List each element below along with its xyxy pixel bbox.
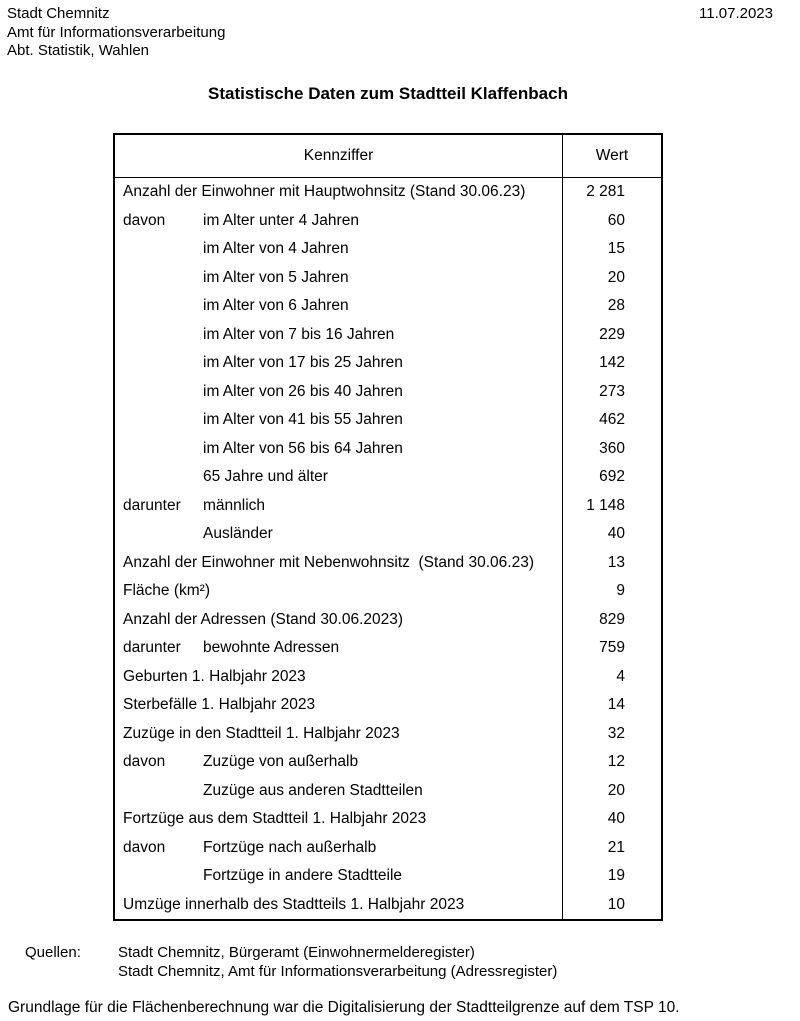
table-row [115,834,661,863]
row-value-cell: 32 [562,720,661,749]
row-value-cell: 692 [562,463,661,492]
letterhead [7,5,225,61]
row-label: Zuzüge in den Stadtteil 1. Halbjahr 2023 [123,724,400,742]
row-kennziffer-cell [115,663,562,692]
row-value-cell: 759 [562,634,661,663]
row-label: Geburten 1. Halbjahr 2023 [123,667,306,685]
row-kennziffer-cell [115,834,562,863]
row-label: im Alter von 7 bis 16 Jahren [203,325,395,343]
column-header-wert: Wert [562,135,661,177]
row-label: Ausländer [203,525,273,543]
row-label: Fläche (km²) [123,582,210,600]
row-value-cell: 60 [562,207,661,236]
row-kennziffer-cell [115,805,562,834]
row-label: im Alter von 5 Jahren [203,268,349,286]
row-kennziffer-cell [115,720,562,749]
row-value-cell: 2 281 [562,178,661,207]
table-row [115,207,661,236]
row-value-cell: 13 [562,549,661,578]
table-row [115,349,661,378]
table-row [115,549,661,578]
row-label: Sterbefälle 1. Halbjahr 2023 [123,696,316,714]
row-prefix: davon [123,838,166,856]
table-row [115,435,661,464]
row-kennziffer-cell [115,549,562,578]
table-row [115,463,661,492]
row-label: Fortzüge in andere Stadtteile [203,867,403,885]
row-kennziffer-cell [115,349,562,378]
table-row [115,663,661,692]
row-value-cell: 40 [562,805,661,834]
row-value-cell: 9 [562,577,661,606]
row-label: im Alter von 41 bis 55 Jahren [203,411,403,429]
table-row [115,777,661,806]
row-label: bewohnte Adressen [203,639,340,657]
row-value-cell: 12 [562,748,661,777]
table-row [115,520,661,549]
row-kennziffer-cell [115,264,562,293]
row-value-cell: 20 [562,264,661,293]
column-header-kennziffer: Kennziffer [303,147,374,164]
table-row [115,634,661,663]
row-label: Zuzüge aus anderen Stadtteilen [203,781,423,799]
row-value-cell: 829 [562,606,661,635]
table-row [115,862,661,891]
sources-block [25,944,557,981]
row-value-cell: 4 [562,663,661,692]
table-row [115,235,661,264]
row-kennziffer-cell [115,520,562,549]
statistics-table [113,133,663,921]
sources-label: Quellen: [25,944,81,961]
table-row [115,748,661,777]
table-row [115,492,661,521]
row-label: im Alter von 6 Jahren [203,297,349,315]
row-prefix: darunter [123,496,181,514]
row-value-cell: 15 [562,235,661,264]
table-row [115,720,661,749]
row-label: Fortzüge aus dem Stadtteil 1. Halbjahr 2023 [123,810,427,828]
row-value-cell: 462 [562,406,661,435]
letterhead-line-dept: Abt. Statistik, Wahlen [7,42,150,59]
row-value-cell: 40 [562,520,661,549]
row-kennziffer-cell [115,406,562,435]
table-row [115,264,661,293]
row-kennziffer-cell [115,577,562,606]
sources-lines [118,944,557,981]
row-label: im Alter von 56 bis 64 Jahren [203,439,403,457]
row-kennziffer-cell [115,862,562,891]
table-row [115,891,661,920]
letterhead-line-office: Amt für Informationsverarbeitung [7,23,226,41]
page-title: Statistische Daten zum Stadtteil Klaffenbach [208,84,568,103]
row-label: Zuzüge von außerhalb [203,753,359,771]
footnote: Grundlage für die Flächenberechnung war die Digitalisierung der Stadtteilgrenze auf dem TSP 10. [8,999,680,1016]
row-label: Anzahl der Einwohner mit Hauptwohnsitz (Stand 30.06.23) [123,183,526,201]
row-kennziffer-cell [115,378,562,407]
row-value-cell: 1 148 [562,492,661,521]
row-label: Umzüge innerhalb des Stadtteils 1. Halbjahr 2023 [123,895,465,913]
row-kennziffer-cell [115,606,562,635]
row-prefix: davon [123,211,166,229]
letterhead-line-org: Stadt Chemnitz [7,5,110,22]
source-line: Stadt Chemnitz, Bürgeramt (Einwohnermelderegister) [118,944,475,961]
row-value-cell: 19 [562,862,661,891]
row-label: Anzahl der Einwohner mit Nebenwohnsitz (Stand 30.06.23) [123,553,534,571]
table-row [115,406,661,435]
row-prefix: davon [123,753,166,771]
row-kennziffer-cell [115,748,562,777]
row-value-cell: 21 [562,834,661,863]
row-kennziffer-cell [115,435,562,464]
row-value-cell: 20 [562,777,661,806]
row-kennziffer-cell [115,235,562,264]
row-label: männlich [203,496,266,514]
row-label: im Alter von 17 bis 25 Jahren [203,354,403,372]
row-label: im Alter von 26 bis 40 Jahren [203,382,403,400]
table-row [115,292,661,321]
table-row [115,805,661,834]
row-value-cell: 360 [562,435,661,464]
row-value-cell: 229 [562,321,661,350]
table-row [115,321,661,350]
row-kennziffer-cell [115,777,562,806]
row-kennziffer-cell [115,321,562,350]
row-value-cell: 14 [562,691,661,720]
table-row [115,577,661,606]
row-kennziffer-cell [115,178,562,207]
row-kennziffer-cell [115,207,562,236]
row-value-cell: 273 [562,378,661,407]
row-prefix: darunter [123,639,181,657]
table-row [115,178,661,207]
row-label: Anzahl der Adressen (Stand 30.06.2023) [123,610,404,628]
row-label: Fortzüge nach außerhalb [203,838,377,856]
table-body [115,178,661,919]
table-row [115,691,661,720]
row-value-cell: 28 [562,292,661,321]
row-kennziffer-cell [115,292,562,321]
row-label: im Alter unter 4 Jahren [203,211,359,229]
row-label: 65 Jahre und älter [203,468,328,486]
row-value-cell: 10 [562,891,661,920]
row-value-cell: 142 [562,349,661,378]
source-line: Stadt Chemnitz, Amt für Informationsverarbeitung (Adressregister) [118,962,558,980]
row-label: im Alter von 4 Jahren [203,240,349,258]
row-kennziffer-cell [115,492,562,521]
document-date: 11.07.2023 [699,5,773,22]
row-kennziffer-cell [115,463,562,492]
row-kennziffer-cell [115,691,562,720]
table-row [115,606,661,635]
row-kennziffer-cell [115,891,562,920]
table-header-row [115,135,661,178]
table-row [115,378,661,407]
row-kennziffer-cell [115,634,562,663]
